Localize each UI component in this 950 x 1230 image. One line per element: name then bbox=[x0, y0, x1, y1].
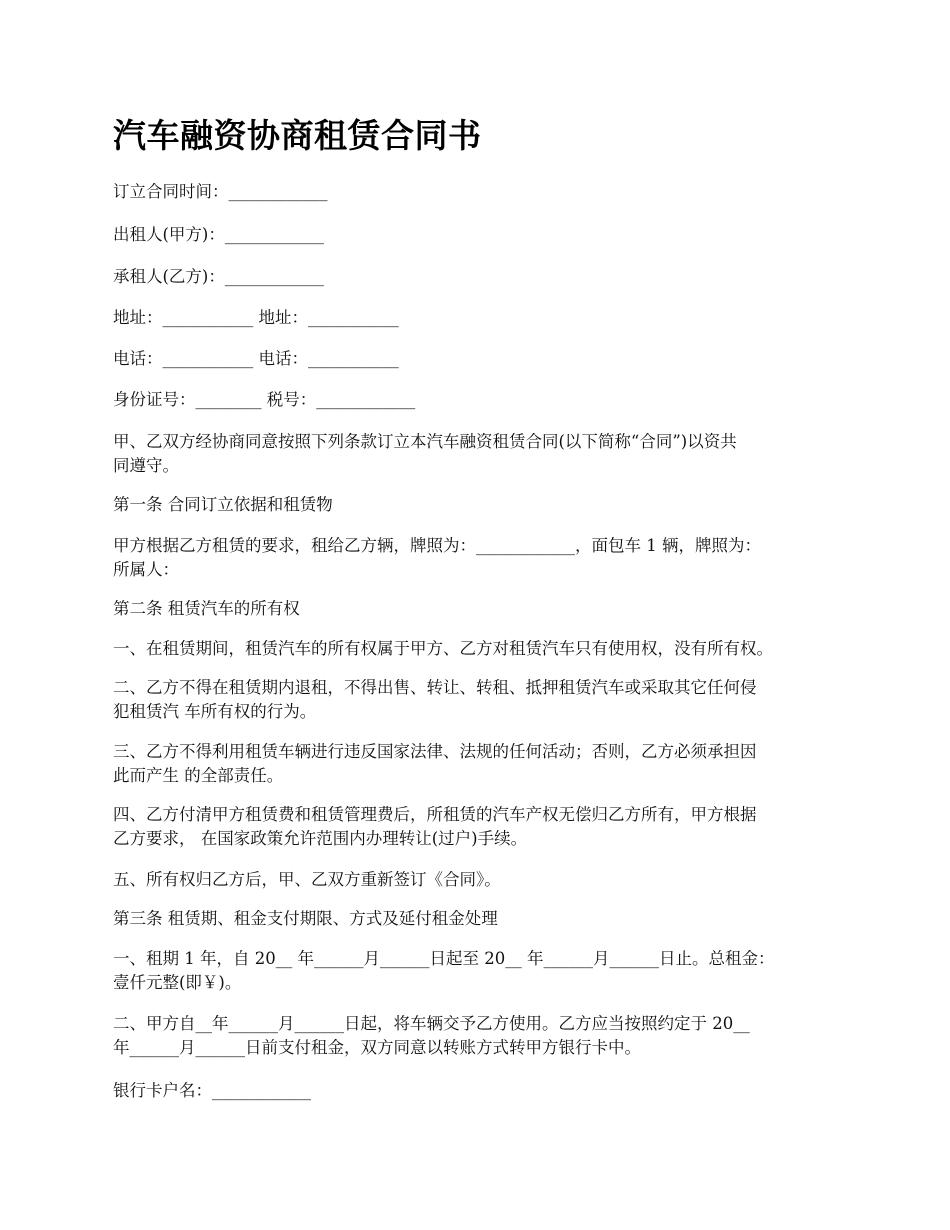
article3-item2-line: 年______月______日前支付租金，双方同意以转账方式转甲方银行卡中。 bbox=[113, 1038, 641, 1057]
article2-item4-line: 乙方要求， 在国家政策允许范围内办理转让(过户)手续。 bbox=[113, 829, 528, 848]
article2-item2 bbox=[113, 676, 853, 724]
article3-heading: 第三条 租赁期、租金支付期限、方式及延付租金处理 bbox=[113, 909, 498, 928]
document-title: 汽车融资协商租赁合同书 bbox=[113, 116, 482, 155]
article1-body-line: 所属人： bbox=[113, 560, 179, 579]
article3-item2-line: 二、甲方自__年______月______日起，将车辆交予乙方使用。乙方应当按照约定于 20__ bbox=[113, 1014, 750, 1033]
field-id-tax: 身份证号：________ 税号：____________ bbox=[113, 390, 416, 409]
article2-item5: 五、所有权归乙方后，甲、乙双方重新签订《合同》。 bbox=[113, 870, 501, 889]
article1-heading: 第一条 合同订立依据和租赁物 bbox=[113, 495, 333, 514]
article2-item1: 一、在租赁期间，租赁汽车的所有权属于甲方、乙方对租赁汽车只有使用权，没有所有权。 bbox=[113, 639, 773, 658]
field-phone: 电话：___________ 电话：___________ bbox=[113, 349, 399, 368]
intro-paragraph bbox=[113, 430, 853, 478]
intro-line: 甲、乙双方经协商同意按照下列条款订立本汽车融资租赁合同(以下简称“合同”)以资共 bbox=[113, 432, 737, 451]
article1-body-line: 甲方根据乙方租赁的要求，租给乙方辆，牌照为：____________，面包车 1 辆，牌照为： bbox=[113, 536, 761, 555]
article2-item3-line: 此而产生 的全部责任。 bbox=[113, 766, 284, 785]
article3-item1-line: 一、租期 1 年，自 20__ 年______月______日起至 20__ 年______月______日止。总租金： bbox=[113, 949, 775, 968]
article2-heading: 第二条 租赁汽车的所有权 bbox=[113, 599, 300, 618]
bank-account-name-field: 银行卡户名：____________ bbox=[113, 1081, 311, 1100]
field-sign-time: 订立合同时间：____________ bbox=[113, 182, 328, 201]
article2-item3-line: 三、乙方不得利用租赁车辆进行违反国家法律、法规的任何活动；否则，乙方必须承担因 bbox=[113, 742, 757, 761]
article3-item1 bbox=[113, 947, 853, 995]
article2-item3 bbox=[113, 740, 853, 788]
article1-body bbox=[113, 534, 853, 582]
field-lessor: 出租人(甲方)：____________ bbox=[113, 225, 324, 244]
article2-item2-line: 二、乙方不得在租赁期内退租，不得出售、转让、转租、抵押租赁汽车或采取其它任何侵 bbox=[113, 678, 757, 697]
article3-item1-line: 壹仟元整(即￥)。 bbox=[113, 973, 242, 992]
field-lessee: 承租人(乙方)：____________ bbox=[113, 267, 324, 286]
field-address: 地址：___________ 地址：___________ bbox=[113, 308, 399, 327]
article2-item4 bbox=[113, 803, 853, 851]
article2-item2-line: 犯租赁汽 车所有权的行为。 bbox=[113, 702, 317, 721]
intro-line: 同遵守。 bbox=[113, 456, 179, 475]
article3-item2 bbox=[113, 1012, 853, 1060]
article2-item4-line: 四、乙方付清甲方租赁费和租赁管理费后，所租赁的汽车产权无偿归乙方所有，甲方根据 bbox=[113, 805, 757, 824]
